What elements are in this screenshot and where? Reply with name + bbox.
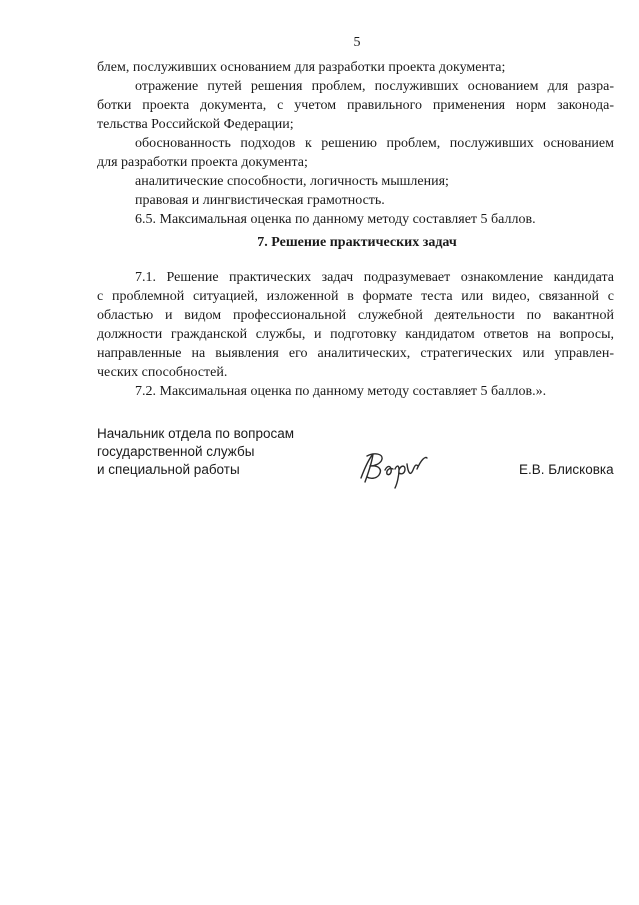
section-line: направленные на выявления его аналитических, стратегических или управлен- (97, 346, 614, 361)
criteria-line: правовая и лингвистическая грамотность. (135, 193, 385, 208)
signatory-name: Е.В. Блисковка (519, 462, 614, 477)
section-heading: 7. Решение практических задач (257, 235, 457, 250)
criteria-line: блем, послуживших основанием для разработки проекта документа; (97, 60, 506, 75)
section-line: 7.1. Решение практических задач подразумевает ознакомление кандидата (135, 270, 614, 285)
section-line: 7.2. Максимальная оценка по данному методу составляет 5 баллов.». (135, 384, 547, 399)
signatory-position: Начальник отдела по вопросам (97, 426, 295, 441)
criteria-line: ботки проекта документа, с учетом правильного применения норм законода- (97, 98, 614, 113)
criteria-line: для разработки проекта документа; (97, 155, 308, 170)
signatory-position: и специальной работы (97, 462, 240, 477)
signatory-position: государственной службы (97, 444, 255, 459)
criteria-line: 6.5. Максимальная оценка по данному методу составляет 5 баллов. (135, 212, 536, 227)
handwritten-signature (355, 448, 433, 490)
criteria-line: тельства Российской Федерации; (97, 117, 294, 132)
section-line: ческих способностей. (97, 365, 228, 380)
criteria-line: обоснованность подходов к решению проблем, послуживших основанием (135, 136, 614, 151)
section-line: с проблемной ситуацией, изложенной в формате теста или видео, связанной с (97, 289, 614, 304)
criteria-line: отражение путей решения проблем, послуживших основанием для разра- (135, 79, 614, 94)
section-line: областью и видом профессиональной служебной деятельности по вакантной (97, 308, 614, 323)
section-line: должности гражданской службы, и подготовку кандидатом ответов на вопросы, (97, 327, 614, 342)
criteria-line: аналитические способности, логичность мышления; (135, 174, 449, 189)
page-number: 5 (353, 35, 361, 50)
